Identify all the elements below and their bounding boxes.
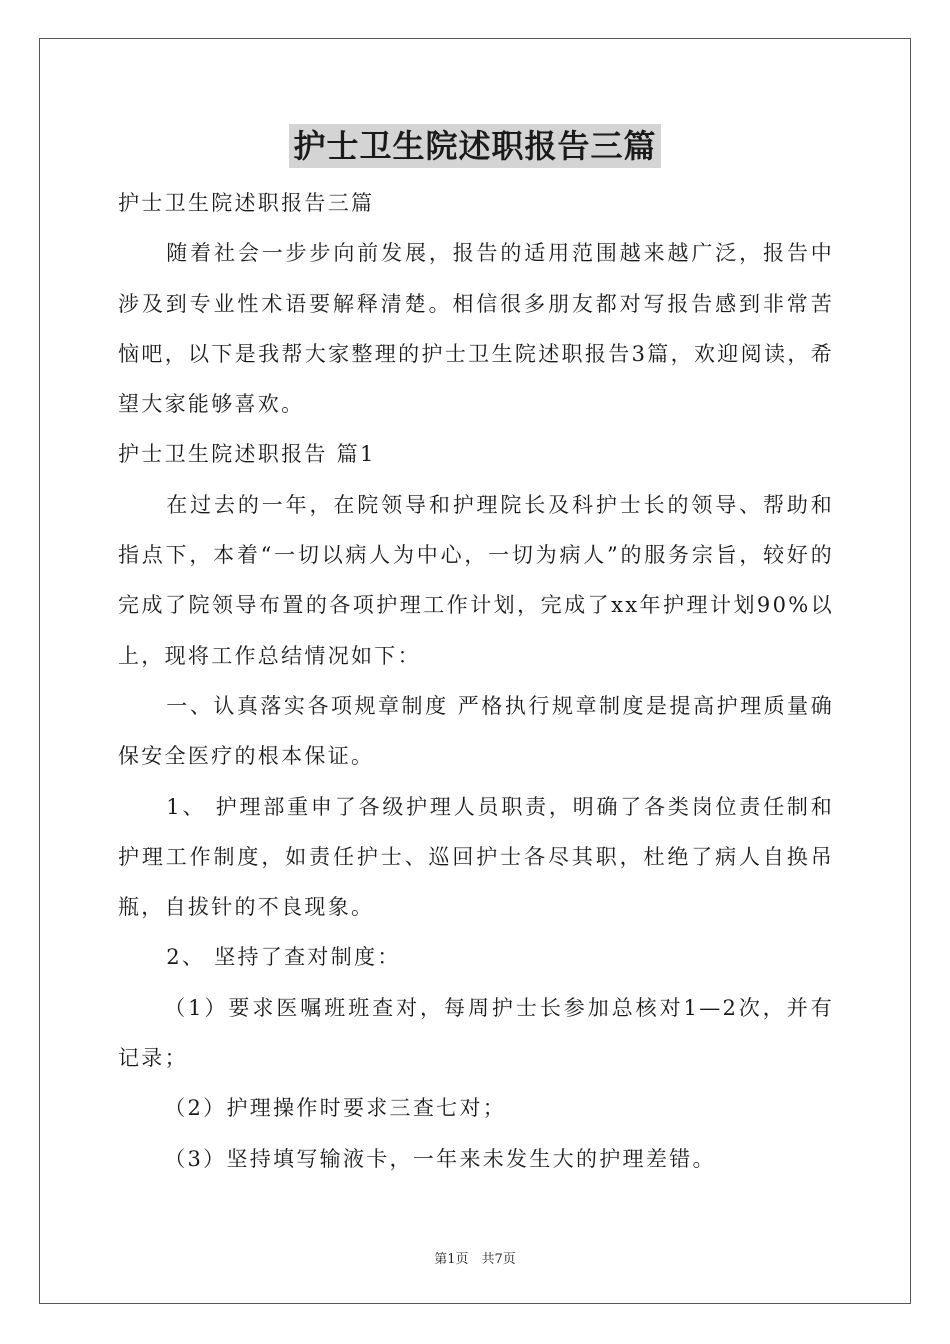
list-item: （1）要求医嘱班班查对，每周护士长参加总核对1—2次，并有记录； [118,995,834,1071]
intro-paragraph: 随着社会一步步向前发展，报告的适用范围越来越广泛，报告中涉及到专业性术语要解释清楚。相信很多朋友都对写报告感到非常苦恼吧，以下是我帮大家整理的护士卫生院述职报告3篇，欢迎阅读，希望大家能够喜欢。 [118,241,834,417]
list-item: （2）护理操作时要求三查七对； [164,1096,507,1121]
list-item: （3）坚持填写输液卡，一年来未发生大的护理差错。 [164,1146,716,1171]
document-body [118,178,834,1184]
page-number: 第1页 共7页 [434,1252,516,1267]
point-paragraph: 1、 护理部重申了各级护理人员职责，明确了各类岗位责任制和护理工作制度，如责任护士、巡回护士各尽其职，杜绝了病人自换吊瓶，自拔针的不良现象。 [118,794,834,920]
point-paragraph: 2、 坚持了查对制度： [166,945,401,970]
subtitle-line: 护士卫生院述职报告三篇 [118,191,375,215]
page-footer [0,1248,950,1267]
document-title: 护士卫生院述职报告三篇 [289,124,660,168]
document-title-block [0,124,950,168]
point-paragraph: 一、认真落实各项规章制度 严格执行规章制度是提高护理质量确保安全医疗的根本保证。 [118,693,834,769]
section-heading: 护士卫生院述职报告 篇1 [118,442,376,467]
summary-paragraph: 在过去的一年，在院领导和护理院长及科护士长的领导、帮助和指点下，本着“一切以病人为中心，一切为病人”的服务宗旨，较好的完成了院领导布置的各项护理工作计划，完成了xx年护理计划90%以上，现将工作总结情况如下： [118,492,834,668]
